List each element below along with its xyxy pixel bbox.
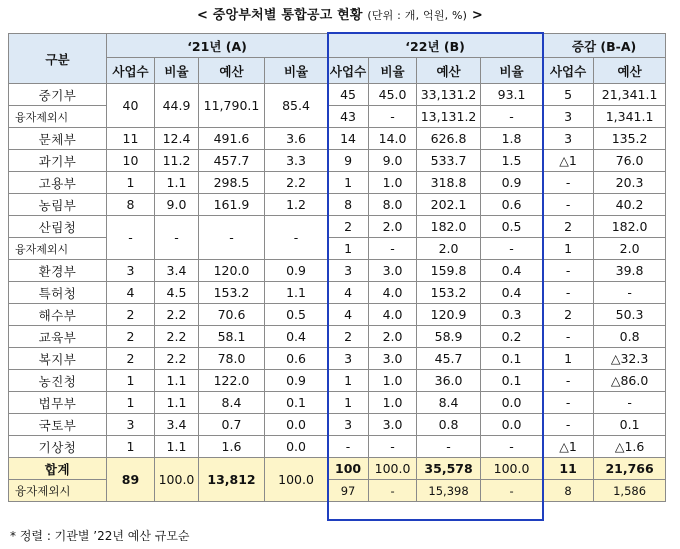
cell: - <box>481 106 543 128</box>
row-name: 중기부 <box>9 84 107 106</box>
cell: - <box>481 436 543 458</box>
cell: 2 <box>543 216 594 238</box>
cell: 318.8 <box>417 172 481 194</box>
cell: 100.0 <box>265 458 328 502</box>
cell: 8 <box>107 194 155 216</box>
table-row <box>9 348 666 370</box>
cell: 9.0 <box>369 150 417 172</box>
cell: 11,790.1 <box>199 84 265 128</box>
cell: 13,812 <box>199 458 265 502</box>
row-name: 농림부 <box>9 194 107 216</box>
row-name: 문체부 <box>9 128 107 150</box>
cell: 1.1 <box>155 172 199 194</box>
cell: 70.6 <box>199 304 265 326</box>
table-row <box>9 370 666 392</box>
cell: 100.0 <box>481 458 543 480</box>
cell: 100.0 <box>369 458 417 480</box>
cell: 39.8 <box>594 260 666 282</box>
cell: 2.0 <box>417 238 481 260</box>
unit-text: (단위 : 개, 억원, %) <box>367 9 468 22</box>
cell: 78.0 <box>199 348 265 370</box>
cell: 2.2 <box>155 304 199 326</box>
cell: 2 <box>328 216 369 238</box>
cell: 36.0 <box>417 370 481 392</box>
row-name: 융자제외시 <box>9 480 107 502</box>
table-row <box>9 260 666 282</box>
cell: 2.2 <box>265 172 328 194</box>
header-count: 사업수 <box>328 58 369 84</box>
table-row <box>9 194 666 216</box>
cell: 491.6 <box>199 128 265 150</box>
cell: 533.7 <box>417 150 481 172</box>
cell: 1.2 <box>265 194 328 216</box>
cell: - <box>369 238 417 260</box>
cell: 100.0 <box>155 458 199 502</box>
cell: 8 <box>328 194 369 216</box>
row-name: 융자제외시 <box>9 238 107 260</box>
cell: 2 <box>107 348 155 370</box>
header-count: 사업수 <box>543 58 594 84</box>
cell: 0.6 <box>481 194 543 216</box>
cell: 4 <box>328 304 369 326</box>
cell: 2 <box>107 326 155 348</box>
cell: 21,341.1 <box>594 84 666 106</box>
cell: 1 <box>107 392 155 414</box>
cell: 5 <box>543 84 594 106</box>
cell: 0.4 <box>481 260 543 282</box>
cell: 4 <box>328 282 369 304</box>
cell: 1.0 <box>369 392 417 414</box>
cell: △86.0 <box>594 370 666 392</box>
cell: 0.3 <box>481 304 543 326</box>
cell: 3.0 <box>369 348 417 370</box>
table-row <box>9 326 666 348</box>
cell: 159.8 <box>417 260 481 282</box>
cell: - <box>543 326 594 348</box>
cell: 0.4 <box>481 282 543 304</box>
cell: 2.0 <box>369 216 417 238</box>
cell: - <box>543 370 594 392</box>
cell: 3.0 <box>369 414 417 436</box>
cell: 21,766 <box>594 458 666 480</box>
header-budget: 예산 <box>199 58 265 84</box>
cell: 0.8 <box>417 414 481 436</box>
table-row <box>9 392 666 414</box>
table-row <box>9 414 666 436</box>
cell: 58.9 <box>417 326 481 348</box>
cell: 202.1 <box>417 194 481 216</box>
cell: 11 <box>543 458 594 480</box>
cell: - <box>155 216 199 260</box>
cell: 1 <box>328 370 369 392</box>
cell: 3 <box>107 414 155 436</box>
cell: 0.5 <box>481 216 543 238</box>
cell: 0.5 <box>265 304 328 326</box>
cell: - <box>369 436 417 458</box>
header-ratio: 비율 <box>155 58 199 84</box>
cell: △32.3 <box>594 348 666 370</box>
cell: - <box>543 414 594 436</box>
cell: 1.8 <box>481 128 543 150</box>
cell: - <box>369 480 417 502</box>
cell: 8.4 <box>199 392 265 414</box>
cell: △1 <box>543 150 594 172</box>
cell: 0.0 <box>265 414 328 436</box>
cell: 9 <box>328 150 369 172</box>
ministry-table <box>8 33 666 502</box>
cell: 0.4 <box>265 326 328 348</box>
cell: 3.0 <box>369 260 417 282</box>
cell: - <box>543 260 594 282</box>
cell: 1.1 <box>155 370 199 392</box>
cell: 3 <box>328 348 369 370</box>
cell: 0.6 <box>265 348 328 370</box>
cell: 8.0 <box>369 194 417 216</box>
cell: - <box>594 392 666 414</box>
cell: 97 <box>328 480 369 502</box>
cell: 1 <box>328 392 369 414</box>
cell: 15,398 <box>417 480 481 502</box>
cell: 40 <box>107 84 155 128</box>
cell: 2 <box>328 326 369 348</box>
cell: 0.1 <box>481 348 543 370</box>
cell: 1.6 <box>199 436 265 458</box>
cell: 8 <box>543 480 594 502</box>
table-row <box>9 282 666 304</box>
header-budget: 예산 <box>417 58 481 84</box>
cell: 3.4 <box>155 414 199 436</box>
cell: 11.2 <box>155 150 199 172</box>
row-name: 국토부 <box>9 414 107 436</box>
cell: 161.9 <box>199 194 265 216</box>
cell: 1,586 <box>594 480 666 502</box>
cell: 4.0 <box>369 304 417 326</box>
cell: △1.6 <box>594 436 666 458</box>
cell: 3 <box>543 128 594 150</box>
table-row <box>9 150 666 172</box>
cell: 1.0 <box>369 370 417 392</box>
cell: 3.6 <box>265 128 328 150</box>
table-title <box>0 4 680 23</box>
cell: - <box>594 282 666 304</box>
cell: - <box>543 282 594 304</box>
cell: 14 <box>328 128 369 150</box>
cell: 2 <box>107 304 155 326</box>
cell: 1.0 <box>369 172 417 194</box>
header-2021: ‘21년 (A) <box>107 34 328 58</box>
cell: 45.7 <box>417 348 481 370</box>
cell: 2 <box>543 304 594 326</box>
cell: 3 <box>328 260 369 282</box>
title-close: > <box>471 8 484 23</box>
footnote: * 정렬 : 기관별 ’22년 예산 규모순 <box>10 529 190 543</box>
cell: 626.8 <box>417 128 481 150</box>
cell: 0.9 <box>265 370 328 392</box>
total-label: 합계 <box>9 458 107 480</box>
cell: 0.1 <box>594 414 666 436</box>
cell: 4 <box>107 282 155 304</box>
cell: 135.2 <box>594 128 666 150</box>
cell: - <box>481 238 543 260</box>
cell: - <box>417 436 481 458</box>
row-name: 농진청 <box>9 370 107 392</box>
cell: 0.1 <box>481 370 543 392</box>
cell: 120.0 <box>199 260 265 282</box>
cell: 100 <box>328 458 369 480</box>
cell: 93.1 <box>481 84 543 106</box>
cell: 1 <box>543 238 594 260</box>
cell: 3 <box>328 414 369 436</box>
cell: 9.0 <box>155 194 199 216</box>
row-name: 융자제외시 <box>9 106 107 128</box>
cell: 1 <box>328 172 369 194</box>
cell: 182.0 <box>417 216 481 238</box>
cell: 45.0 <box>369 84 417 106</box>
cell: - <box>481 480 543 502</box>
cell: 76.0 <box>594 150 666 172</box>
cell: 1 <box>328 238 369 260</box>
cell: 120.9 <box>417 304 481 326</box>
cell: 40.2 <box>594 194 666 216</box>
table-row <box>9 304 666 326</box>
header-ratio: 비율 <box>265 58 328 84</box>
cell: - <box>543 172 594 194</box>
row-name: 복지부 <box>9 348 107 370</box>
cell: 33,131.2 <box>417 84 481 106</box>
row-name: 교육부 <box>9 326 107 348</box>
table-row <box>9 84 666 106</box>
cell: - <box>107 216 155 260</box>
cell: 2.2 <box>155 326 199 348</box>
cell: 0.0 <box>481 392 543 414</box>
cell: 3 <box>543 106 594 128</box>
cell: 1.1 <box>155 436 199 458</box>
cell: 1,341.1 <box>594 106 666 128</box>
cell: 182.0 <box>594 216 666 238</box>
row-name: 법무부 <box>9 392 107 414</box>
cell: 35,578 <box>417 458 481 480</box>
cell: 0.0 <box>481 414 543 436</box>
cell: 44.9 <box>155 84 199 128</box>
cell: 3 <box>107 260 155 282</box>
cell: 14.0 <box>369 128 417 150</box>
cell: 10 <box>107 150 155 172</box>
header-2022: ‘22년 (B) <box>328 34 543 58</box>
cell: 1.1 <box>265 282 328 304</box>
title-text: < 중앙부처별 통합공고 현황 <box>196 8 363 23</box>
header-diff: 증감 (B-A) <box>543 34 666 58</box>
cell: 11 <box>107 128 155 150</box>
header-ratio: 비율 <box>481 58 543 84</box>
table-row <box>9 172 666 194</box>
header-ratio: 비율 <box>369 58 417 84</box>
row-name: 과기부 <box>9 150 107 172</box>
cell: 12.4 <box>155 128 199 150</box>
cell: 122.0 <box>199 370 265 392</box>
cell: 1 <box>107 172 155 194</box>
cell: 1 <box>107 436 155 458</box>
cell: 85.4 <box>265 84 328 128</box>
row-name: 환경부 <box>9 260 107 282</box>
cell: 298.5 <box>199 172 265 194</box>
cell: 1 <box>543 348 594 370</box>
table-row <box>9 128 666 150</box>
cell: 1 <box>107 370 155 392</box>
cell: 43 <box>328 106 369 128</box>
header-budget: 예산 <box>594 58 666 84</box>
cell: - <box>543 194 594 216</box>
header-group: 구분 <box>9 34 107 84</box>
cell: 0.1 <box>265 392 328 414</box>
row-name: 기상청 <box>9 436 107 458</box>
cell: 0.2 <box>481 326 543 348</box>
cell: - <box>328 436 369 458</box>
cell: 0.9 <box>265 260 328 282</box>
cell: 58.1 <box>199 326 265 348</box>
cell: - <box>265 216 328 260</box>
cell: 3.4 <box>155 260 199 282</box>
cell: 3.3 <box>265 150 328 172</box>
cell: 457.7 <box>199 150 265 172</box>
cell: 0.8 <box>594 326 666 348</box>
total-row <box>9 458 666 480</box>
cell: 89 <box>107 458 155 502</box>
row-name: 고용부 <box>9 172 107 194</box>
cell: 4.5 <box>155 282 199 304</box>
cell: 1.1 <box>155 392 199 414</box>
cell: 2.0 <box>594 238 666 260</box>
cell: 0.7 <box>199 414 265 436</box>
header-count: 사업수 <box>107 58 155 84</box>
cell: 1.5 <box>481 150 543 172</box>
row-name: 해수부 <box>9 304 107 326</box>
cell: 8.4 <box>417 392 481 414</box>
cell: 20.3 <box>594 172 666 194</box>
cell: 45 <box>328 84 369 106</box>
cell: 2.2 <box>155 348 199 370</box>
row-name: 특허청 <box>9 282 107 304</box>
cell: 153.2 <box>199 282 265 304</box>
cell: 13,131.2 <box>417 106 481 128</box>
cell: 0.9 <box>481 172 543 194</box>
cell: - <box>199 216 265 260</box>
row-name: 산림청 <box>9 216 107 238</box>
table-row <box>9 216 666 238</box>
cell: 4.0 <box>369 282 417 304</box>
cell: 2.0 <box>369 326 417 348</box>
cell: 153.2 <box>417 282 481 304</box>
cell: - <box>543 392 594 414</box>
cell: △1 <box>543 436 594 458</box>
cell: - <box>369 106 417 128</box>
cell: 50.3 <box>594 304 666 326</box>
cell: 0.0 <box>265 436 328 458</box>
table-row <box>9 436 666 458</box>
